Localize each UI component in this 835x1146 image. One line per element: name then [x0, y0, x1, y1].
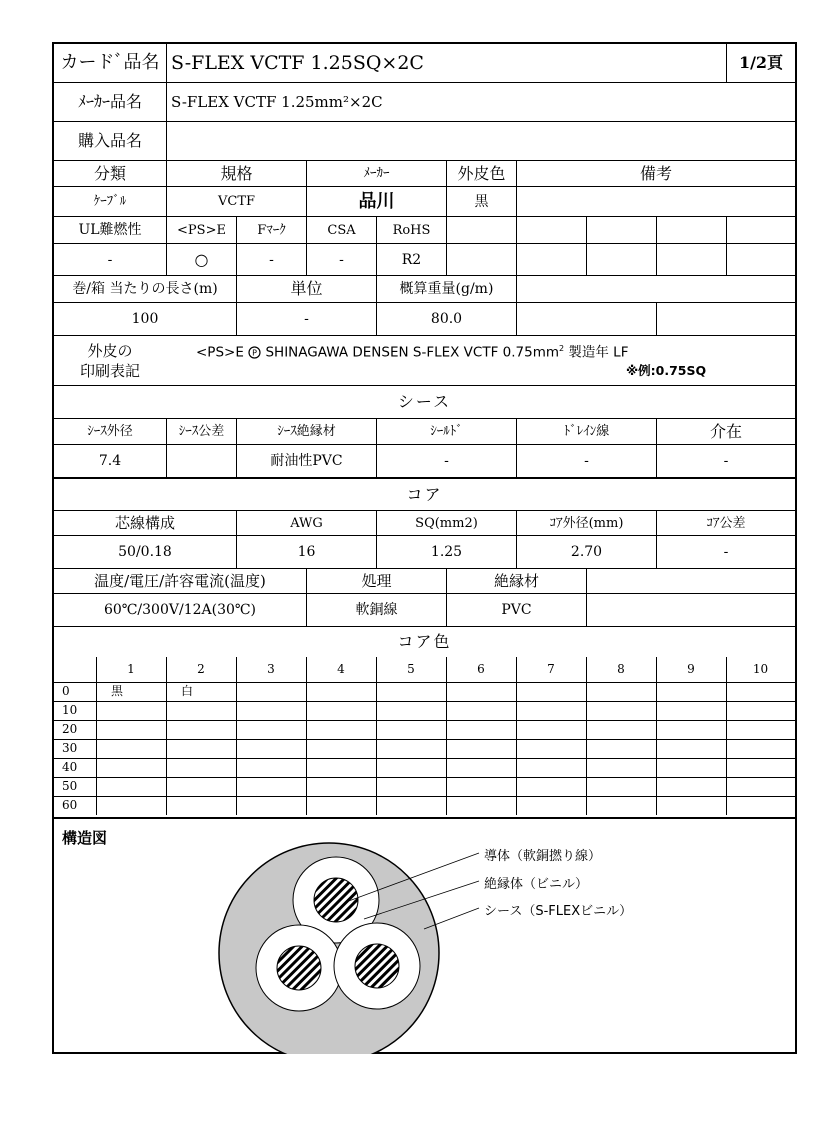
- core-section-title: コア: [406, 484, 443, 504]
- core-value-rating: 60℃/300V/12A(30℃): [103, 602, 257, 618]
- grid-line: [516, 657, 517, 815]
- core-color-cell: 白: [180, 684, 193, 698]
- spec-header-maker: ﾒｰｶｰ: [306, 161, 446, 186]
- core-value-sq: 1.25: [376, 536, 516, 568]
- standards-header-ul: UL難燃性: [78, 222, 142, 238]
- grid-line: [306, 657, 307, 815]
- print-label-line2: 印刷表記: [79, 361, 140, 380]
- label-conductor: 導体（軟銅撚り線）: [484, 849, 602, 864]
- maker-name-row: [54, 82, 795, 121]
- core-value-od: 2.70: [516, 536, 656, 568]
- core-color-section-row: [54, 626, 795, 657]
- length-value-empty: [656, 303, 795, 335]
- standards-value-empty: [446, 244, 516, 275]
- standards-value-empty: [516, 244, 586, 275]
- standards-header-empty: [656, 217, 726, 243]
- sheath-value-tolerance: [166, 445, 236, 477]
- core-header-insulation: 絶縁材: [446, 569, 586, 593]
- standards-header-empty: [516, 217, 586, 243]
- core-value-tolerance: -: [656, 536, 795, 568]
- core-color-column-header: 5: [407, 662, 415, 676]
- standards-value-row: [54, 243, 795, 275]
- core-color-column-header: 7: [547, 662, 555, 676]
- core-color-row-header: 20: [62, 722, 78, 736]
- core-color-row-header: 10: [62, 703, 78, 717]
- card-name-label: カードﾞ品名: [60, 52, 160, 73]
- core-header-rating: 温度/電圧/許容電流(温度): [94, 571, 266, 590]
- label-sheath: シース（S-FLEXビニル）: [484, 904, 633, 919]
- sheath-value-row: [54, 444, 795, 477]
- spec-value-remarks: [516, 187, 795, 216]
- purchase-name-label: 購入品名: [77, 131, 142, 150]
- print-superscript: 2: [559, 344, 565, 353]
- card-name-row: [54, 44, 795, 82]
- length-header-unit: 単位: [236, 276, 376, 302]
- core-value-treatment: 軟銅線: [306, 594, 446, 626]
- pse-circle-mark-icon: [248, 346, 261, 363]
- purchase-name-row: [54, 121, 795, 160]
- length-header-weight: 概算重量(g/m): [376, 276, 516, 302]
- grid-line: [376, 657, 377, 815]
- spec-header-row: [54, 160, 795, 186]
- grid-line: [586, 657, 587, 815]
- core-color-row-header: 30: [62, 741, 78, 755]
- standards-header-empty: [726, 217, 795, 243]
- core-color-column-header: 10: [752, 662, 769, 676]
- core-value2-row: [54, 593, 795, 626]
- card-name-value: S-FLEX VCTF 1.25SQ×2C: [166, 44, 726, 82]
- length-header-per-reel: 巻/箱 当たりの長さ(m): [72, 281, 218, 297]
- core-header-empty: [586, 569, 795, 593]
- core-conductor-right: [355, 944, 399, 988]
- standards-value-pse: ○: [166, 244, 236, 275]
- structure-title: 構造図: [62, 829, 108, 847]
- core-header-od: ｺｱ外径(mm): [516, 511, 656, 535]
- spec-header-color: 外皮色: [446, 161, 516, 186]
- grid-line: [96, 657, 97, 815]
- structure-diagram-section: [54, 817, 795, 1054]
- length-header-empty: [656, 276, 795, 302]
- grid-line: [166, 657, 167, 815]
- structure-diagram: [54, 819, 795, 1054]
- core-color-column-header: 3: [267, 662, 275, 676]
- sheath-value-filler: -: [656, 445, 795, 477]
- core-color-column-header: 2: [197, 662, 205, 676]
- page-number: 1/2頁: [726, 44, 795, 82]
- core-color-column-header: 8: [617, 662, 625, 676]
- core-color-row-header: 60: [62, 798, 78, 812]
- spec-value-color: 黒: [446, 187, 516, 216]
- sheath-header-tolerance: ｼｰｽ公差: [166, 419, 236, 444]
- spec-header-category: 分類: [93, 163, 126, 183]
- grid-line: [446, 657, 447, 815]
- core-color-section-title: コア色: [397, 632, 452, 651]
- sheath-section-row: [54, 385, 795, 418]
- core-conductor-left: [277, 946, 321, 990]
- standards-value-csa: -: [306, 244, 376, 275]
- standards-header-pse: <PS>E: [166, 217, 236, 243]
- standards-value-ul: -: [107, 251, 113, 268]
- core-color-column-header: 1: [127, 662, 135, 676]
- core-color-column-header: 9: [687, 662, 695, 676]
- print-pse-text: <PS>E: [196, 344, 244, 361]
- print-marking-label: [54, 336, 166, 385]
- length-header-row: [54, 275, 795, 302]
- standards-header-csa: CSA: [306, 217, 376, 243]
- label-insulation: 絶縁体（ビニル）: [484, 877, 589, 892]
- length-value-weight: 80.0: [376, 303, 516, 335]
- sheath-header-row: [54, 418, 795, 444]
- standards-header-row: [54, 216, 795, 243]
- length-header-empty: [516, 276, 656, 302]
- spec-card: [52, 42, 797, 1054]
- core-color-column-header: 4: [337, 662, 345, 676]
- standards-value-empty: [656, 244, 726, 275]
- core-color-column-header: 6: [477, 662, 485, 676]
- core-value-strand: 50/0.18: [118, 544, 172, 560]
- core-value-awg: 16: [236, 536, 376, 568]
- svg-text:P: P: [252, 348, 258, 357]
- core-header-treatment: 処理: [306, 569, 446, 593]
- core-color-cell: 黒: [110, 684, 123, 698]
- standards-value-f-mark: -: [236, 244, 306, 275]
- print-main-text: SHINAGAWA DENSEN S-FLEX VCTF 0.75mm: [265, 344, 559, 361]
- spec-value-category: ｹｰﾌﾞﾙ: [93, 194, 127, 209]
- spec-header-remarks: 備考: [516, 161, 795, 186]
- core-value-insulation: PVC: [446, 594, 586, 626]
- standards-header-empty: [446, 217, 516, 243]
- core-header-strand: 芯線構成: [114, 513, 175, 532]
- standards-header-empty: [586, 217, 656, 243]
- spec-value-standard: VCTF: [166, 187, 306, 216]
- sheath-value-insulation: 耐油性PVC: [236, 445, 376, 477]
- maker-name-value: S-FLEX VCTF 1.25mm²×2C: [166, 83, 795, 121]
- core-header-sq: SQ(mm2): [376, 511, 516, 535]
- maker-name-label: ﾒｰｶｰ品名: [77, 92, 142, 111]
- sheath-header-shield: ｼｰﾙﾄﾞ: [376, 419, 516, 444]
- print-marking-text: [166, 336, 795, 385]
- core-value-row: [54, 535, 795, 568]
- grid-line: [656, 657, 657, 815]
- sheath-header-drain: ﾄﾞﾚｲﾝ線: [516, 419, 656, 444]
- standards-value-empty: [726, 244, 795, 275]
- sheath-value-od: 7.4: [98, 453, 122, 469]
- core-header-awg: AWG: [236, 511, 376, 535]
- sheath-header-insulation: ｼｰｽ絶縁材: [236, 419, 376, 444]
- spec-value-maker: 品川: [306, 187, 446, 216]
- core-color-row-header: 0: [62, 684, 70, 698]
- grid-line: [726, 657, 727, 815]
- core-header-tolerance: ｺｱ公差: [656, 511, 795, 535]
- standards-header-f-mark: Fﾏｰｸ: [236, 217, 306, 243]
- sheath-value-shield: -: [376, 445, 516, 477]
- length-value-per-reel: 100: [131, 311, 159, 327]
- core-color-row-header: 40: [62, 760, 78, 774]
- length-value-empty: [516, 303, 656, 335]
- sheath-header-filler: 介在: [656, 419, 795, 444]
- core-value-empty: [586, 594, 795, 626]
- spec-header-standard: 規格: [166, 161, 306, 186]
- core-header-row: [54, 510, 795, 535]
- print-example: ※例:0.75SQ: [626, 363, 707, 378]
- standards-value-rohs: R2: [376, 244, 446, 275]
- print-label-line1: 外皮の: [87, 341, 133, 360]
- core-color-row-header: 50: [62, 779, 78, 793]
- length-value-row: [54, 302, 795, 335]
- core-section-row: [54, 477, 795, 510]
- sheath-header-od: ｼｰｽ外径: [87, 424, 133, 439]
- sheath-section-title: シース: [397, 392, 452, 411]
- print-suffix-text: 製造年 LF: [564, 344, 629, 361]
- purchase-name-value: [166, 122, 795, 160]
- spec-value-row: [54, 186, 795, 216]
- standards-value-empty: [586, 244, 656, 275]
- core-color-table: [54, 657, 795, 815]
- core-header2-row: [54, 568, 795, 593]
- length-value-unit: -: [236, 303, 376, 335]
- sheath-value-drain: -: [516, 445, 656, 477]
- standards-header-rohs: RoHS: [376, 217, 446, 243]
- print-marking-row: [54, 335, 795, 385]
- grid-line: [236, 657, 237, 815]
